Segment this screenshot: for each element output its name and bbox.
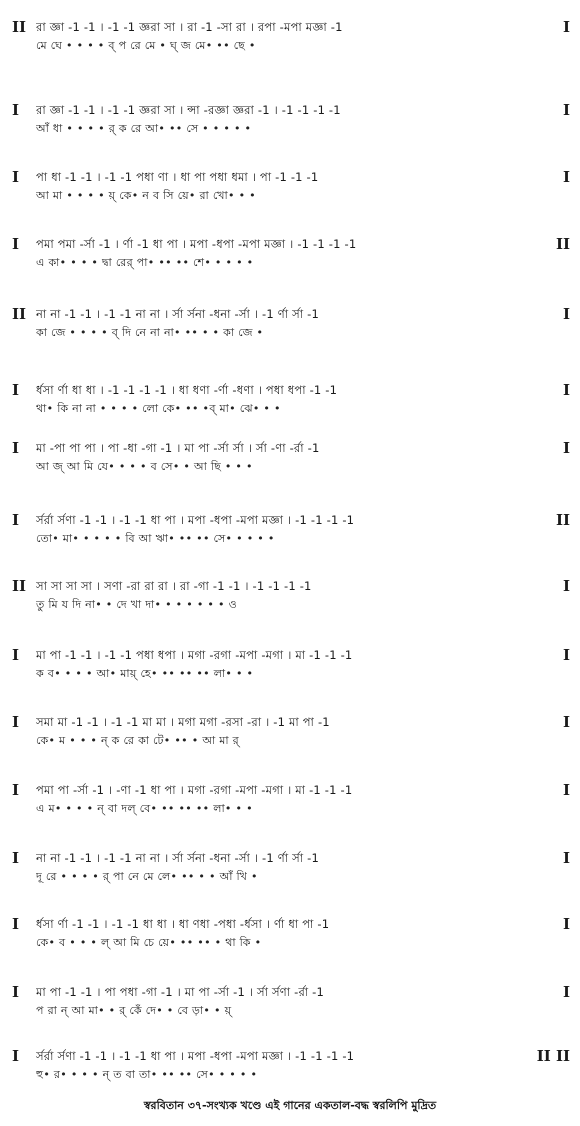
lyric-row: কে• ম • • • ন্ ক রে কা টে• •• • আ মা র্	[36, 734, 240, 747]
end-barline: I	[562, 915, 570, 933]
notation-line	[0, 577, 580, 617]
swara-row: মা পা -1 -1 । পা পধা -গা -1 । মা পা -র্সা -1 । র্সা র্সণা -র্রা -1	[36, 985, 325, 999]
swara-row: সমা মা -1 -1 । -1 -1 মা মা । মগা মগা -রসা -রা । -1 মা পা -1	[36, 715, 330, 729]
lyric-row: প রা ন্ আ মা• • র্ কেঁ দে• • বে ড়া• • য়্	[36, 1004, 232, 1017]
notation-line	[0, 235, 580, 275]
notation-line	[0, 1047, 580, 1087]
start-barline: II	[12, 18, 27, 36]
lyric-row: এ ম• • • • ন্ বা দল্ বে• •• •• •• লা• • •	[36, 802, 253, 815]
lyric-row: এ কা• • • • দ্বা রের্ পা• •• •• শে• • • • •	[36, 256, 254, 269]
start-barline: I	[12, 983, 20, 1001]
start-barline: I	[12, 849, 20, 867]
swara-row: র্ধসা র্ণা -1 -1 । -1 -1 ধা ধা । ধা ণধা -পধা -র্ধসা । র্ণা ধা পা -1	[36, 917, 330, 931]
lyric-row: দূ রে • • • • র্ পা নে মে লে• •• • • আঁ খি •	[36, 870, 258, 883]
lyric-row: মে ঘে • • • • ব্ প রে মে • ঘ্ জ মে• •• ছে •	[36, 39, 256, 52]
start-barline: I	[12, 646, 20, 664]
swara-row: পা ধা -1 -1 । -1 -1 পধা ণা । ধা পা পধা ধমা । পা -1 -1 -1	[36, 170, 319, 184]
lyric-row: তো• মা• • • • • বি আ ঋা• •• •• সে• • • • •	[36, 532, 275, 545]
end-barline: I	[562, 18, 570, 36]
end-barline: I	[562, 101, 570, 119]
swara-row: পমা পমা -র্সা -1 । র্ণা -1 ধা পা । মপা -ধপা -মপা মজ্ঞা । -1 -1 -1 -1	[36, 237, 357, 251]
notation-line	[0, 713, 580, 753]
end-barline: I	[562, 439, 570, 457]
end-barline: I	[562, 168, 570, 186]
swara-row: সা সা সা সা । সণা -রা রা রা । রা -গা -1 -1 । -1 -1 -1 -1	[36, 579, 312, 593]
start-barline: II	[12, 577, 27, 595]
notation-line	[0, 983, 580, 1023]
notation-line	[0, 915, 580, 955]
lyric-row: কে• ব • • • ল্ আ মি চে য়ে• •• •• • থা কি •	[36, 936, 262, 949]
notation-line	[0, 168, 580, 208]
swara-row: র্ধসা র্ণা ধা ধা । -1 -1 -1 -1 । ধা ধণা -র্ণা -ধণা । পধা ধপা -1 -1	[36, 383, 338, 397]
start-barline: I	[12, 781, 20, 799]
lyric-row: ক ব• • • • আ• মায়্ হে• •• •• •• লা• • •	[36, 667, 254, 680]
notation-line	[0, 18, 580, 58]
end-barline: I	[562, 781, 570, 799]
notation-line	[0, 101, 580, 141]
lyric-row: আ জ্ আ মি যে• • • • ব সে• • আ ছি • • •	[36, 460, 253, 473]
swara-row: না না -1 -1 । -1 -1 না না । র্সা র্সনা -ধনা -র্সা । -1 র্ণা র্সা -1	[36, 307, 319, 321]
start-barline: I	[12, 235, 20, 253]
swara-row: রা জ্ঞা -1 -1 । -1 -1 জ্ঞরা সা । ন্সা -রজ্ঞা জ্ঞরা -1 । -1 -1 -1 -1	[36, 103, 341, 117]
start-barline: I	[12, 101, 20, 119]
notation-line	[0, 439, 580, 479]
swara-row: মা -পা পা পা । পা -ধা -গা -1 । মা পা -র্সা র্সা । র্সা -ণা -র্রা -1	[36, 441, 320, 455]
start-barline: I	[12, 915, 20, 933]
end-barline: I	[562, 713, 570, 731]
swara-row: পমা পা -র্সা -1 । -ণা -1 ধা পা । মগা -রগা -মপা -মগা । মা -1 -1 -1	[36, 783, 353, 797]
end-barline: I	[562, 983, 570, 1001]
notation-line	[0, 849, 580, 889]
start-barline: I	[12, 511, 20, 529]
notation-line	[0, 511, 580, 551]
start-barline: II	[12, 305, 27, 323]
end-barline: II II	[536, 1047, 570, 1065]
start-barline: I	[12, 381, 20, 399]
notation-line	[0, 305, 580, 345]
start-barline: I	[12, 1047, 20, 1065]
lyric-row: কা জে • • • • ব্ দি নে না না• •• • • কা জে •	[36, 326, 264, 339]
swara-row: র্সর্রা র্সণা -1 -1 । -1 -1 ধা পা । মপা -ধপা -মপা মজ্ঞা । -1 -1 -1 -1	[36, 513, 355, 527]
lyric-row: আ মা • • • • য়্ কে• ন ব সি য়ে• রা খো• • •	[36, 189, 256, 202]
start-barline: I	[12, 168, 20, 186]
swara-row: না না -1 -1 । -1 -1 না না । র্সা র্সনা -ধনা -র্সা । -1 র্ণা র্সা -1	[36, 851, 319, 865]
swara-row: র্সর্রা র্সণা -1 -1 । -1 -1 ধা পা । মপা -ধপা -মপা মজ্ঞা । -1 -1 -1 -1	[36, 1049, 355, 1063]
notation-line	[0, 646, 580, 686]
lyric-row: থা• কি না না • • • • লো কে• •• •ব্ মা• ঝে• • •	[36, 402, 281, 415]
end-barline: I	[562, 577, 570, 595]
footnote: স্বরবিতান ৩৭-সংখ্যক খণ্ডে এই গানের একতাল-বদ্ধ স্বরলিপি মুদ্রিত	[143, 1099, 437, 1112]
notation-line	[0, 781, 580, 821]
end-barline: II	[555, 235, 570, 253]
lyric-row: তু মি য দি না• • দে খা দা• • • • • • • ও	[36, 598, 237, 611]
end-barline: I	[562, 381, 570, 399]
start-barline: I	[12, 713, 20, 731]
notation-line	[0, 381, 580, 421]
end-barline: I	[562, 646, 570, 664]
lyric-row: হু• র• • • • ন্ ত বা তা• •• •• সে• • • • •	[36, 1068, 258, 1081]
swara-row: রা জ্ঞা -1 -1 । -1 -1 জ্ঞরা সা । রা -1 -সা রা । রপা -মপা মজ্ঞা -1	[36, 20, 343, 34]
end-barline: I	[562, 305, 570, 323]
swara-row: মা পা -1 -1 । -1 -1 পধা ধপা । মগা -রগা -মপা -মগা । মা -1 -1 -1	[36, 648, 353, 662]
start-barline: I	[12, 439, 20, 457]
end-barline: II	[555, 511, 570, 529]
lyric-row: আঁ ধা • • • • র্ ক রে আ• •• সে • • • • •	[36, 122, 252, 135]
end-barline: I	[562, 849, 570, 867]
